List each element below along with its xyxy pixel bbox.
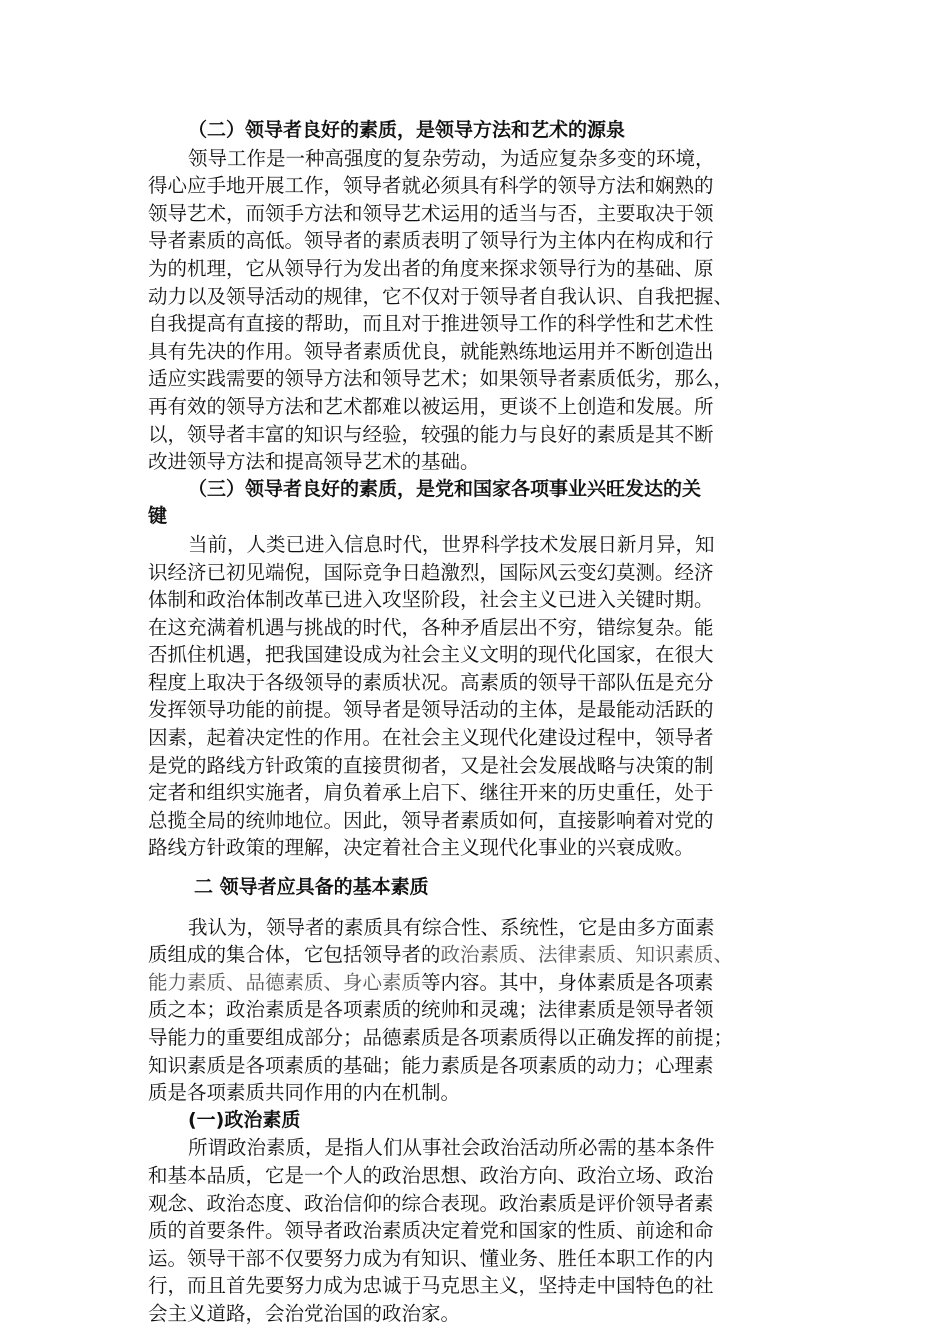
paragraph-line: 动力以及领导活动的规律，它不仅对于领导者自我认识、自我把握、: [148, 284, 734, 308]
paragraph-line: 在这充满着机遇与挑战的时代，各种矛盾层出不穷，错综复杂。能: [148, 615, 714, 639]
paragraph-line: 改进领导方法和提高领导艺术的基础。: [148, 450, 480, 474]
paragraph-line: 质之本；政治素质是各项素质的统帅和灵魂；法律素质是领导者领: [148, 998, 714, 1022]
paragraph-line: 具有先决的作用。领导者素质优良，就能熟练地运用并不断创造出: [148, 339, 714, 363]
paragraph-line: [148, 941, 828, 969]
paragraph-line: 程度上取决于各级领导的素质状况。高素质的领导干部队伍是充分: [148, 670, 714, 694]
paragraph-line: 当前，人类已进入信息时代，世界科学技术发展日新月异，知: [188, 532, 715, 556]
paragraph-line: 适应实践需要的领导方法和领导艺术；如果领导者素质低劣，那么，: [148, 367, 734, 391]
subsection-heading-1: (一)政治素质: [188, 1108, 301, 1131]
paragraph-line: 观念、政治态度、政治信仰的综合表现。政治素质是评价领导者素: [148, 1191, 714, 1215]
paragraph-line: 自我提高有直接的帮助，而且对于推进领导工作的科学性和艺术性: [148, 312, 714, 336]
paragraph-line: 再有效的领导方法和艺术都难以被运用，更谈不上创造和发展。所: [148, 394, 714, 418]
paragraph-line: 和基本品质，它是一个人的政治思想、政治方向、政治立场、政治: [148, 1163, 714, 1187]
paragraph-line: [148, 969, 828, 997]
section-heading-3: （三）领导者良好的素质，是党和国家各项事业兴旺发达的关: [188, 477, 702, 500]
paragraph-line: 得心应手地开展工作，领导者就必须具有科学的领导方法和娴熟的: [148, 174, 714, 198]
paragraph-line: 否抓住机遇，把我国建设成为社会主义文明的现代化国家，在很大: [148, 643, 714, 667]
paragraph-line: 以，领导者丰富的知识与经验，较强的能力与良好的素质是其不断: [148, 422, 714, 446]
paragraph-line: 质是各项素质共同作用的内在机制。: [148, 1081, 461, 1105]
paragraph-line: 是党的路线方针政策的直接贯彻者，又是社会发展战略与决策的制: [148, 753, 714, 777]
paragraph-line: 因素，起着决定性的作用。在社会主义现代化建设过程中，领导者: [148, 726, 714, 750]
paragraph-line: 总揽全局的统帅地位。因此，领导者素质如何，直接影响着对党的: [148, 808, 714, 832]
paragraph-line: 所谓政治素质，是指人们从事社会政治活动所必需的基本条件: [188, 1136, 715, 1160]
quality-list-text: 政治素质、法律素质、知识素质、: [440, 943, 734, 967]
paragraph-line: 质的首要条件。领导者政治素质决定着党和国家的性质、前途和命: [148, 1219, 714, 1243]
paragraph-line: 导者素质的高低。领导者的素质表明了领导行为主体内在构成和行: [148, 229, 714, 253]
paragraph-line: 路线方针政策的理解，决定着社合主义现代化事业的兴衰成败。: [148, 836, 695, 860]
paragraph-line: 领导艺术，而领手方法和领导艺术运用的适当与否，主要取决于领: [148, 201, 714, 225]
paragraph-line: 导能力的重要组成部分；品德素质是各项素质得以正确发挥的前提；: [148, 1026, 734, 1049]
document-page: [148, 117, 828, 1328]
quality-list-text: 能力素质、品德素质、身心素质: [148, 970, 422, 994]
section-heading-2: （二）领导者良好的素质，是领导方法和艺术的源泉: [188, 119, 626, 141]
paragraph-line: 为的机理，它从领导行为发出者的角度来探求领导行为的基础、原: [148, 256, 714, 280]
paragraph-line: 发挥领导功能的前提。领导者是领导活动的主体，是最能动活跃的: [148, 698, 714, 722]
paragraph-line: 知识素质是各项素质的基础；能力素质是各项素质的动力；心理素: [148, 1053, 714, 1077]
paragraph-line: 定者和组织实施者，肩负着承上启下、继往开来的历史重任，处于: [148, 781, 714, 805]
text-run: 等内容。其中，身体素质是各项素: [421, 970, 714, 994]
text-run: 质组成的集合体，它包括领导者的: [148, 943, 441, 967]
paragraph-line: 识经济已初见端倪，国际竞争日趋激烈，国际风云变幻莫测。经济: [148, 560, 714, 584]
paragraph-line: 我认为，领导者的素质具有综合性、系统性，它是由多方面素: [188, 915, 715, 939]
part-heading-2: 二 领导者应具备的基本素质: [194, 876, 429, 899]
paragraph-line: 行，而且首先要努力成为忠诚于马克思主义，坚持走中国特色的社: [148, 1274, 714, 1298]
section-heading-3-continued: 键: [148, 505, 168, 528]
paragraph-line: 会主义道路，会治党治国的政治家。: [148, 1301, 461, 1325]
paragraph-line: 运。领导干部不仅要努力成为有知识、懂业务、胜任本职工作的内: [148, 1246, 714, 1270]
paragraph-line: 体制和政治体制改革已进入攻坚阶段，社会主义已进入关键时期。: [148, 588, 714, 612]
paragraph-line: 领导工作是一种高强度的复杂劳动，为适应复杂多变的环境，: [188, 146, 715, 170]
